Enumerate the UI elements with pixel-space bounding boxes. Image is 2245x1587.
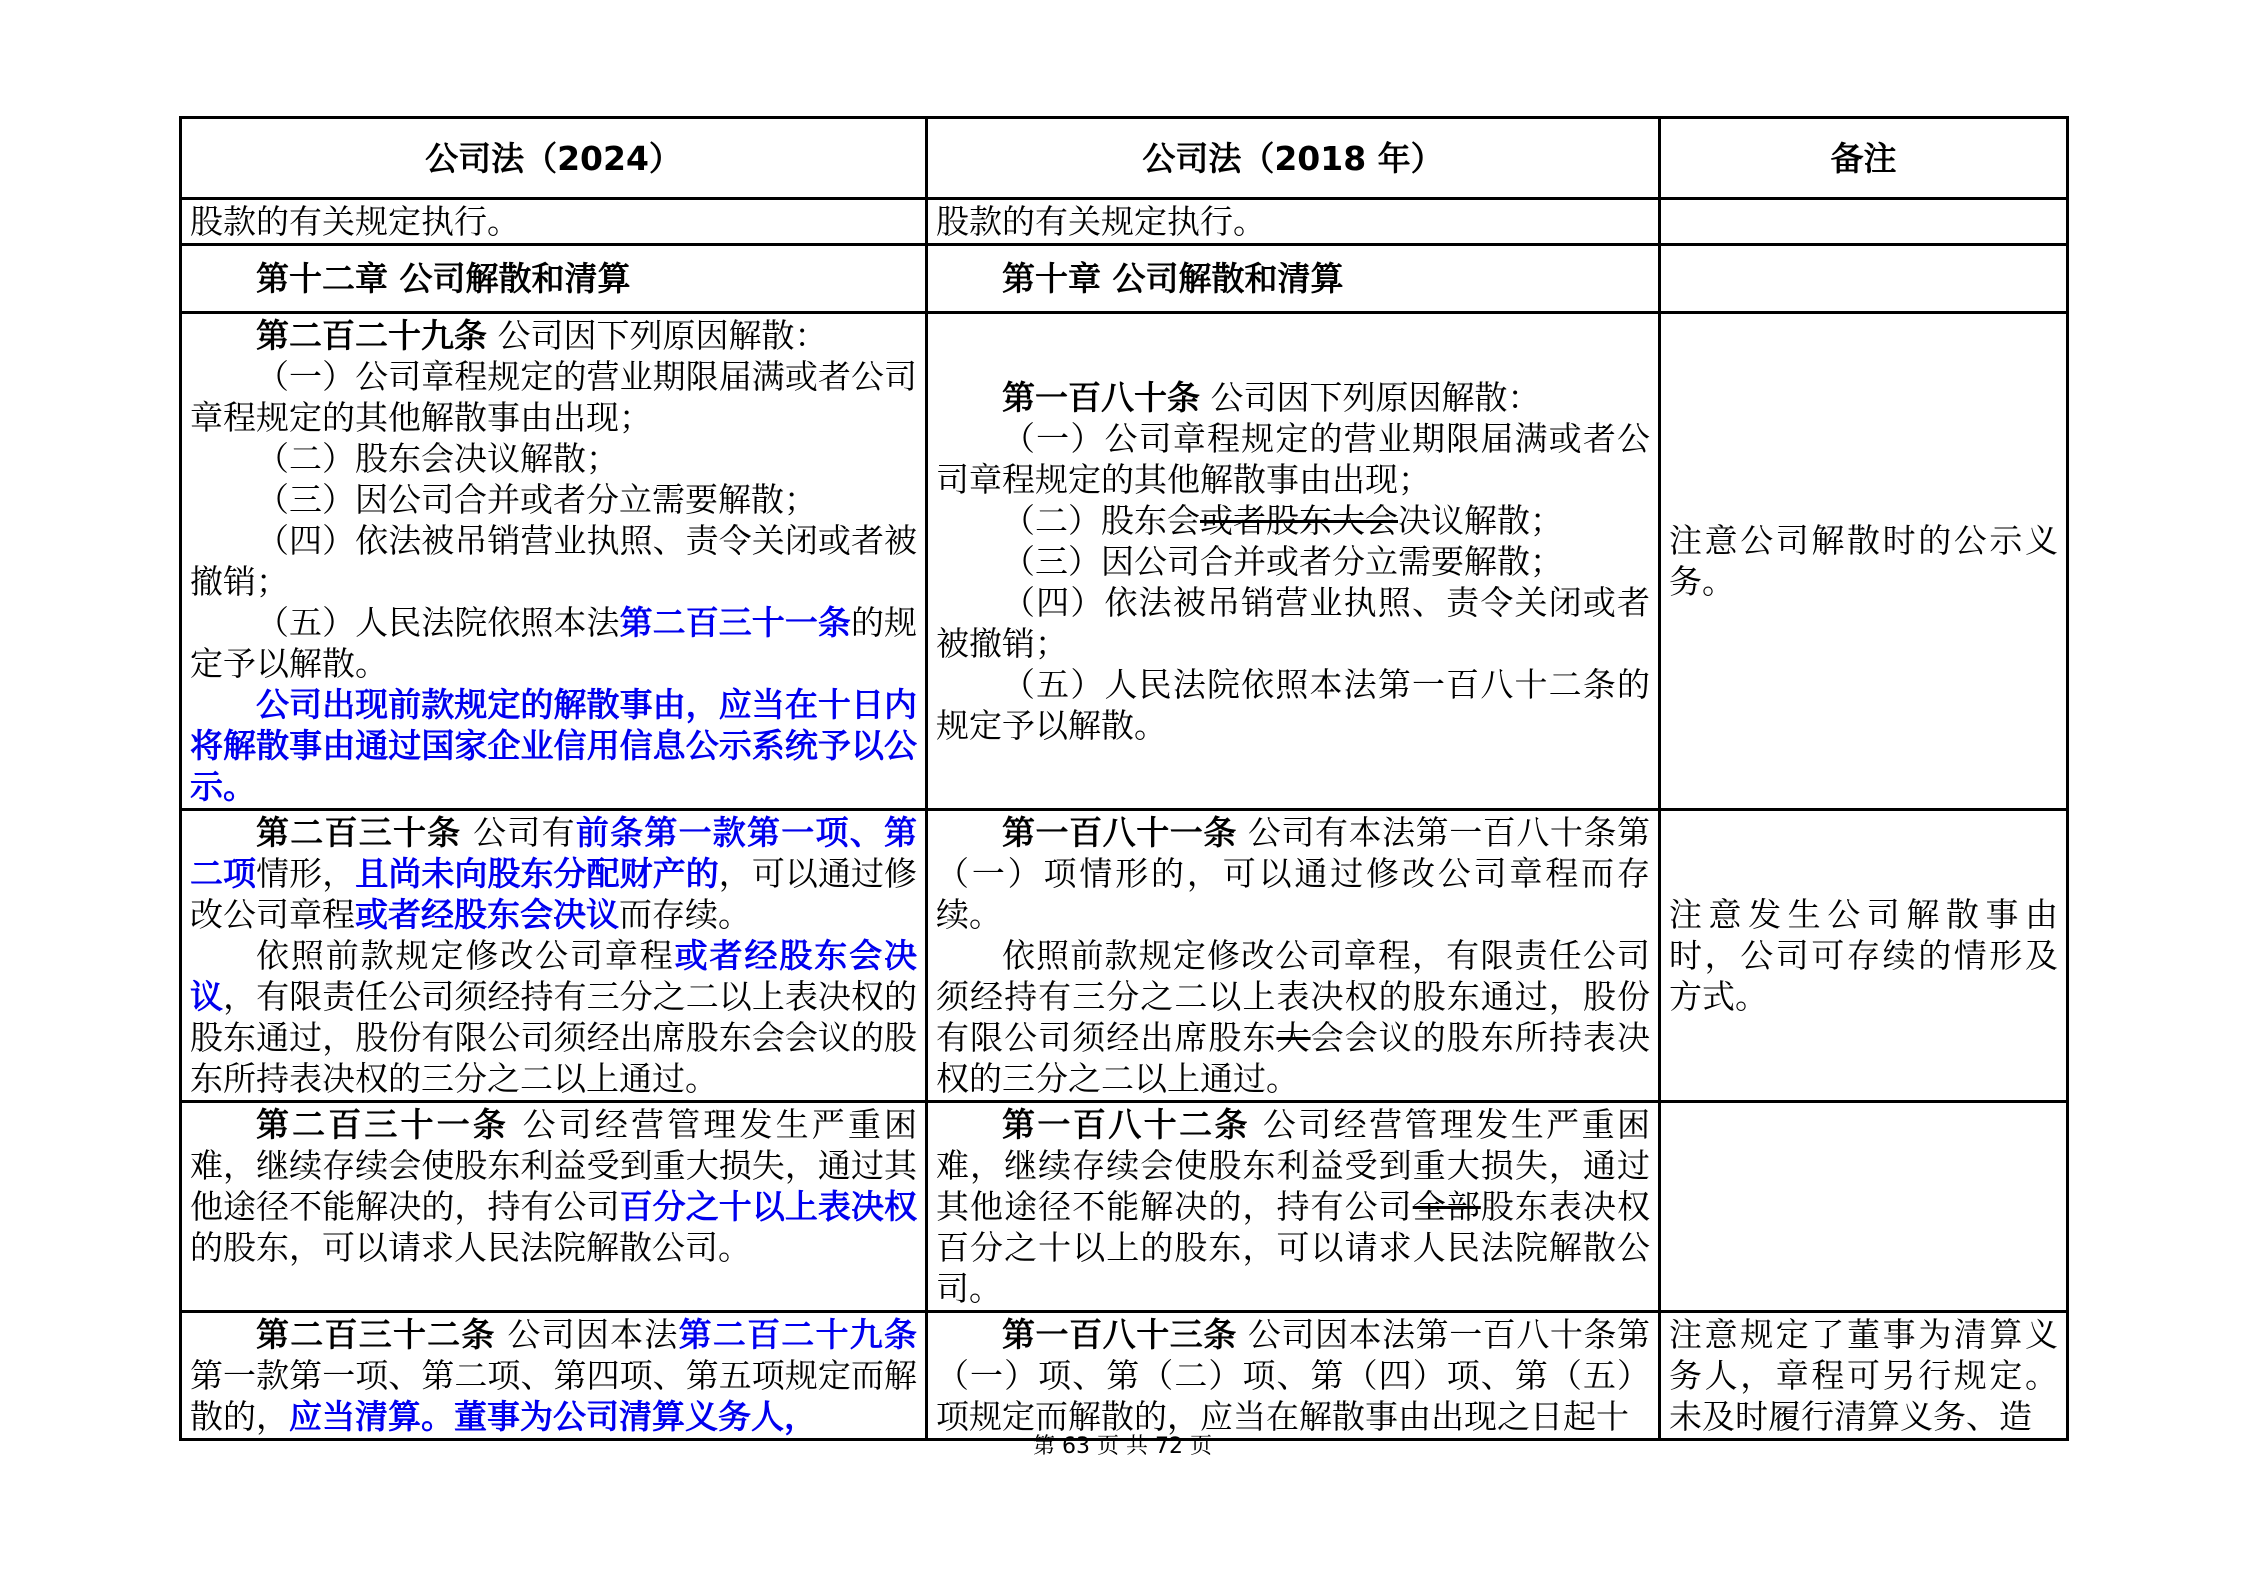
text-run: 第一款第一项、第二项、第四项、第五项规定而解散的， (190, 1356, 917, 1436)
paragraph (936, 201, 1650, 242)
cell-law-2024 (181, 199, 927, 245)
text-run: ，可以通过修改公司章程 (190, 854, 918, 934)
paragraph (936, 377, 1650, 418)
paragraph (936, 1104, 1650, 1309)
cell-law-2024 (181, 1102, 927, 1312)
revised-text: 或者经股东会决议 (190, 936, 918, 1016)
text-run: 股款的有关规定执行。 (936, 202, 1266, 241)
table-row (181, 313, 2068, 810)
deleted-text: 或者股东大会 (1200, 500, 1398, 540)
paragraph (936, 418, 1650, 500)
text-run: 公司有本法第一百八十条第（一）项情形的，可以通过修改公司章程而存续。 (936, 813, 1650, 934)
cell-law-2018 (927, 199, 1660, 245)
text-run: 股款的有关规定执行。 (190, 202, 520, 241)
table-header-row (181, 118, 2068, 199)
text-run: 依照前款规定修改公司章程 (256, 936, 675, 975)
text-run: 公司因下列原因解散： (1200, 377, 1541, 417)
header-law-2024: 公司法（2024） (181, 118, 927, 199)
text-run: （三）因公司合并或者分立需要解散； (1002, 541, 1563, 581)
table-row (181, 1312, 2068, 1440)
text-run: 第一百八十条 (1002, 377, 1200, 417)
paragraph (190, 812, 917, 935)
cell-note (1660, 1102, 2068, 1312)
text-run: 注意规定了董事为清算义务人，章程可另行规定。未及时履行清算义务、造 (1669, 1315, 2058, 1436)
paragraph (936, 935, 1650, 1099)
text-run: 决议解散； (1398, 500, 1563, 540)
cell-note (1660, 810, 2068, 1102)
text-run: 注意公司解散时的公示义务。 (1669, 521, 2058, 601)
table-row (181, 245, 2068, 313)
paragraph (190, 438, 917, 479)
paragraph (1669, 520, 2058, 602)
cell-note (1660, 245, 2068, 313)
paragraph (936, 582, 1650, 664)
paragraph (190, 258, 917, 299)
revised-text: 且尚未向股东分配财产的 (355, 854, 719, 893)
header-law-2018: 公司法（2018 年） (927, 118, 1660, 199)
table-row (181, 810, 2068, 1102)
text-run: 第二百三十一条 (256, 1105, 509, 1144)
cell-law-2018 (927, 1102, 1660, 1312)
revised-text: 第二百二十九条 (678, 1315, 918, 1354)
table-row (181, 199, 2068, 245)
cell-law-2024 (181, 1312, 927, 1440)
text-run: 的规定予以解散。 (190, 603, 918, 683)
paragraph (1669, 1314, 2058, 1437)
text-run: 第一百八十一条 (1002, 813, 1237, 852)
cell-note (1660, 199, 2068, 245)
cell-note (1660, 1312, 2068, 1440)
paragraph (190, 1314, 917, 1437)
paragraph (190, 1104, 917, 1268)
text-run: 的股东，可以请求人民法院解散公司。 (190, 1228, 751, 1267)
text-run: （四）依法被吊销营业执照、责令关闭或者被撤销； (936, 582, 1650, 663)
text-run: （四）依法被吊销营业执照、责令关闭或者被撤销； (190, 521, 917, 601)
text-run: （二）股东会 (1002, 500, 1200, 540)
revised-text: 百分之十以上表决权 (619, 1187, 918, 1226)
paragraph (936, 812, 1650, 935)
text-run: ，有限责任公司须经持有三分之二以上表决权的股东通过，股份有限公司须经出席股东会会议的股东所持表决权的三分之二以上通过。 (190, 977, 918, 1098)
text-run: 第一百八十二条 (1002, 1105, 1250, 1144)
comparison-table (179, 116, 2069, 1441)
paragraph (190, 684, 917, 807)
paragraph (1669, 894, 2058, 1017)
text-run: （一）公司章程规定的营业期限届满或者公司章程规定的其他解散事由出现； (190, 357, 917, 437)
paragraph (936, 1314, 1650, 1437)
paragraph (190, 479, 917, 520)
text-run: （五）人民法院依照本法第一百八十二条的规定予以解散。 (936, 664, 1650, 745)
paragraph (936, 500, 1650, 541)
revised-text: 第二百三十一条 (619, 603, 851, 642)
paragraph (190, 201, 917, 242)
text-run: 公司因下列原因解散： (487, 316, 828, 355)
text-run: 会会议的股东所持表决权的三分之二以上通过。 (936, 1018, 1651, 1098)
paragraph (936, 664, 1650, 746)
cell-law-2018 (927, 1312, 1660, 1440)
text-run: （三）因公司合并或者分立需要解散； (256, 480, 817, 519)
text-run: 第一百八十三条 (1002, 1315, 1237, 1354)
cell-note (1660, 313, 2068, 810)
paragraph (190, 935, 917, 1099)
text-run: 公司经营管理发生严重困难，继续存续会使股东利益受到重大损失，通过其他途径不能解决的，持有公司 (936, 1105, 1650, 1226)
deleted-text: 全部 (1412, 1187, 1481, 1226)
revised-text: 应当清算。董事为公司清算义务人， (289, 1397, 817, 1436)
revised-text: 前条第一款第一项、第二项 (190, 813, 917, 893)
paragraph (190, 602, 917, 684)
page-number: 第 63 页 共 72 页 (1033, 1434, 1212, 1459)
cell-law-2018 (927, 313, 1660, 810)
paragraph (190, 356, 917, 438)
revised-text: 公司出现前款规定的解散事由，应当在十日内将解散事由通过国家企业信用信息公示系统予以公示。 (190, 685, 917, 806)
cell-law-2018 (927, 245, 1660, 313)
paragraph (936, 258, 1650, 299)
text-run: 第二百三十二条 (256, 1315, 496, 1354)
paragraph (190, 520, 917, 602)
text-run: 公司经营管理发生严重困难，继续存续会使股东利益受到重大损失，通过其他途径不能解决的，持有公司 (190, 1105, 918, 1226)
text-run: 公司因本法第一百八十条第（一）项、第（二）项、第（四）项、第（五）项规定而解散的，应当在解散事由出现之日起十 (936, 1315, 1650, 1436)
deleted-text: 大 (1276, 1018, 1311, 1057)
text-run: （二）股东会决议解散； (256, 439, 619, 478)
cell-law-2024 (181, 810, 927, 1102)
text-run: 股东表决权百分之十以上的股东，可以请求人民法院解散公司。 (936, 1187, 1651, 1308)
text-run: （五）人民法院依照本法 (256, 603, 620, 642)
paragraph (190, 315, 917, 356)
text-run: 而存续。 (619, 895, 751, 934)
text-run: 第十二章 公司解散和清算 (256, 259, 631, 298)
paragraph (936, 541, 1650, 582)
text-run: 第二百二十九条 (256, 316, 487, 355)
cell-law-2018 (927, 810, 1660, 1102)
text-run: 公司有 (461, 813, 576, 852)
text-run: 第十章 公司解散和清算 (1002, 259, 1344, 298)
header-note: 备注 (1660, 118, 2068, 199)
cell-law-2024 (181, 313, 927, 810)
text-run: 注意发生公司解散事由时，公司可存续的情形及方式。 (1669, 895, 2058, 1016)
revised-text: 或者经股东会决议 (355, 895, 619, 934)
text-run: 情形， (256, 854, 356, 893)
cell-law-2024 (181, 245, 927, 313)
text-run: 公司因本法 (495, 1315, 679, 1354)
text-run: 依照前款规定修改公司章程，有限责任公司须经持有三分之二以上表决权的股东通过，股份有限公司须经出席股东 (936, 936, 1650, 1057)
text-run: （一）公司章程规定的营业期限届满或者公司章程规定的其他解散事由出现； (936, 418, 1650, 499)
table-row (181, 1102, 2068, 1312)
text-run: 第二百三十条 (256, 813, 462, 852)
